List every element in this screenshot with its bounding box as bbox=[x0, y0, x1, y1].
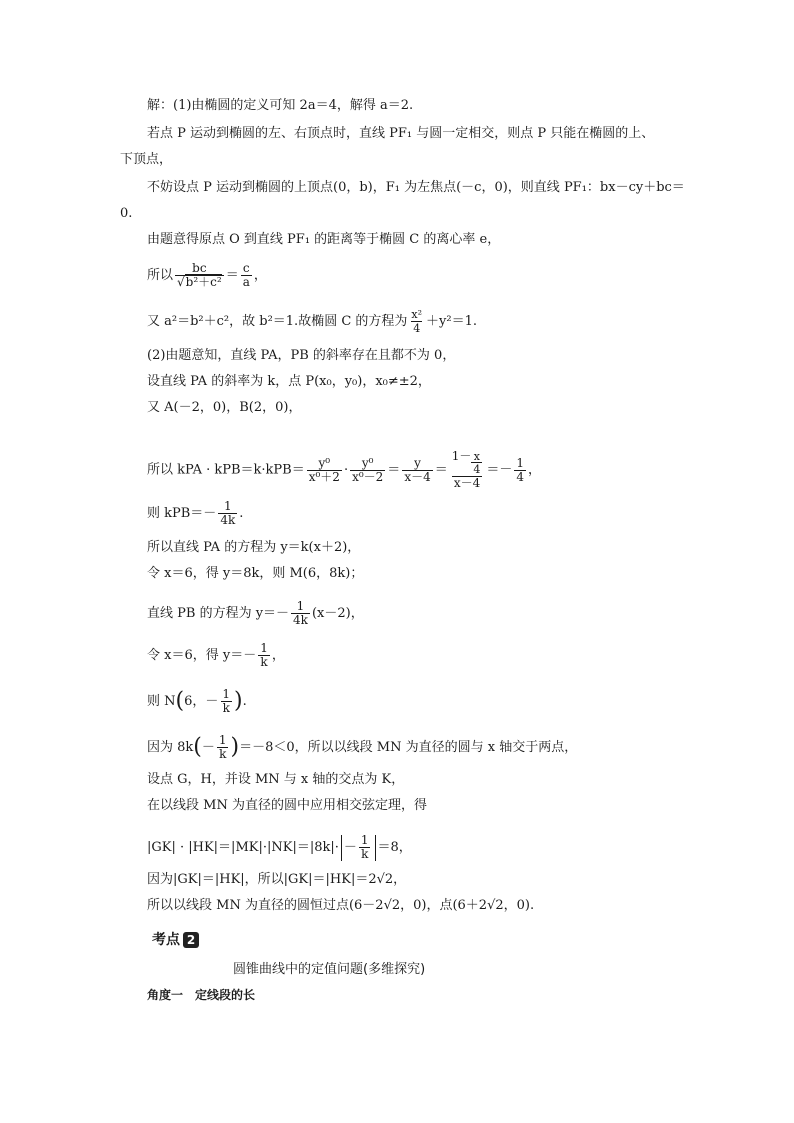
denominator: 4 bbox=[413, 322, 421, 335]
denominator: k bbox=[222, 701, 230, 715]
fraction-1-over-k bbox=[359, 834, 371, 861]
left-paren: ( bbox=[175, 688, 185, 714]
denominator: x⁰＋2 bbox=[308, 469, 340, 484]
right-paren: ) bbox=[230, 734, 240, 760]
fraction-nested bbox=[450, 450, 485, 490]
fraction-x-over-4 bbox=[471, 451, 482, 476]
numerator: x² bbox=[411, 308, 423, 321]
solution-line-23: 因为|GK|＝|HK|，所以|GK|＝|HK|＝2√2， bbox=[147, 872, 407, 887]
solution-line-3: 下顶点， bbox=[120, 152, 173, 167]
text-prefix: 直线 PB 的方程为 y＝－ bbox=[147, 606, 290, 621]
denominator: x－4 bbox=[404, 469, 431, 484]
denominator: x－4 bbox=[453, 476, 481, 490]
numerator: y⁰ bbox=[318, 455, 331, 470]
equation-product-negative: 因为 8k(－ $\frac{1}{k}$ )＝－8＜0，所以以线段 MN 为直径的圆与 x 轴交于两点， bbox=[147, 733, 578, 761]
fraction-1-over-k bbox=[220, 688, 232, 715]
subsection-heading: 角度一 定线段的长 bbox=[147, 988, 256, 1002]
fraction-y-over-xm4 bbox=[402, 457, 432, 484]
text-prefix: |GK| · |HK|＝|MK|·|NK|＝|8k|· bbox=[147, 840, 339, 855]
fraction-c-over-a bbox=[241, 262, 252, 289]
text-prefix: 又 a²＝b²＋c²，故 b²＝1.故椭圆 C 的方程为 bbox=[147, 314, 408, 329]
solution-line-21: 在以线段 MN 为直径的圆中应用相交弦定理，得 bbox=[147, 798, 427, 813]
heading-label: 考点 bbox=[152, 932, 180, 948]
fraction-y0-over-x0m2 bbox=[350, 457, 385, 484]
fraction-1-over-4k bbox=[218, 500, 237, 527]
solution-line-4: 不妨设点 P 运动到椭圆的上顶点(0，b)，F₁ 为左焦点(－c，0)，则直线 PF₁：bx－cy＋bc＝ bbox=[147, 180, 685, 195]
solution-line-24: 所以以线段 MN 为直径的圆恒过点(6－2√2，0)，点(6＋2√2，0). bbox=[147, 898, 535, 913]
denominator: √b²＋c² bbox=[177, 275, 222, 289]
text-suffix: ＝8， bbox=[377, 840, 412, 855]
numerator: c bbox=[242, 261, 250, 275]
text-prefix: 则 N bbox=[147, 694, 176, 709]
denominator: a bbox=[242, 275, 250, 289]
right-paren: ) bbox=[234, 688, 243, 714]
text-suffix: ＝－8＜0，所以以线段 MN 为直径的圆与 x 轴交于两点， bbox=[239, 740, 578, 755]
numerator: bc bbox=[192, 261, 207, 275]
numerator: x bbox=[473, 450, 480, 463]
heading-number-badge: 2 bbox=[183, 932, 199, 948]
fraction-1-over-4k bbox=[291, 600, 310, 627]
text-prefix: 因为 8k bbox=[147, 740, 194, 755]
left-paren: ( bbox=[193, 734, 202, 760]
solution-line-1: 解：(1)由椭圆的定义可知 2a＝4，解得 a＝2. bbox=[147, 98, 414, 113]
fraction-bc-over-root bbox=[175, 262, 224, 289]
numerator: y bbox=[414, 455, 421, 470]
text-suffix: (x－2)， bbox=[311, 606, 364, 621]
solution-line-2: 若点 P 运动到椭圆的左、右顶点时，直线 PF₁ 与圆一定相交，则点 P 只能在椭圆的上、 bbox=[147, 126, 655, 141]
text-prefix: 所以 bbox=[147, 268, 174, 283]
one-minus: 1－ bbox=[451, 449, 472, 463]
equation-line-pb bbox=[147, 600, 364, 627]
abs-bar-left bbox=[341, 835, 342, 861]
solution-line-6: 由题意得原点 O 到直线 PF₁ 的距离等于椭圆 C 的离心率 e， bbox=[147, 232, 501, 247]
denominator: 4k bbox=[220, 513, 236, 527]
denominator: k bbox=[361, 847, 369, 861]
denominator: k bbox=[219, 747, 227, 761]
text-suffix: ， bbox=[271, 648, 285, 663]
radicand: b²＋c² bbox=[185, 275, 222, 289]
text-suffix: ＋y²＝1. bbox=[426, 314, 477, 329]
fraction-1-over-4 bbox=[514, 457, 526, 484]
equation-slope-product: 所以 kPA · kPB＝k·kPB＝ $\frac{\text{y⁰}}{\text{x⁰＋2}}$ · $\frac{\text{y⁰}}{\text{x⁰－2}}$ ＝ $\frac{y}{x-4}$ ＝ 1－ $\frac{x}{4}$ x－4 ＝－ $\frac{1}{4}$ ， bbox=[147, 449, 542, 490]
fraction-1-over-k bbox=[217, 734, 229, 761]
numerator: 1 bbox=[516, 455, 525, 470]
solution-line-20: 设点 G，H，并设 MN 与 x 轴的交点为 K， bbox=[147, 772, 405, 787]
equation-point-n: 则 N(6，－ $\frac{1}{k}$ ). bbox=[147, 687, 247, 715]
text-prefix: 令 x＝6，得 y＝－ bbox=[147, 648, 257, 663]
equation-kpb: 则 kPB＝－ $\frac{1}{4k}$ . bbox=[147, 499, 244, 527]
numerator: 1 bbox=[223, 499, 232, 513]
section-heading bbox=[152, 929, 199, 949]
denominator: x⁰－2 bbox=[352, 469, 384, 484]
solution-line-5: 0. bbox=[120, 206, 133, 221]
text-prefix: 所以 kPA · kPB＝k·kPB＝ bbox=[147, 462, 305, 478]
numerator: 1 bbox=[360, 833, 369, 847]
solution-line-14: 所以直线 PA 的方程为 y＝k(x＋2)， bbox=[147, 540, 361, 555]
denominator: 4k bbox=[293, 613, 308, 627]
fraction-x2-over-4 bbox=[409, 308, 424, 335]
numerator bbox=[450, 450, 485, 476]
solution-line-10: 设直线 PA 的斜率为 k，点 P(x₀，y₀)，x₀≠±2， bbox=[147, 374, 431, 389]
equation-y-value bbox=[147, 642, 285, 669]
fraction-1-over-k bbox=[258, 642, 270, 669]
denominator: k bbox=[260, 655, 268, 669]
numerator: 1 bbox=[260, 641, 268, 655]
coordinate-text: 6，－ bbox=[184, 694, 219, 709]
solution-line-11: 又 A(－2，0)，B(2，0)， bbox=[147, 400, 302, 415]
equation-chord-theorem: |GK| · |HK|＝|MK|·|NK|＝|8k|· － $\frac{1}{k}$ ＝8， bbox=[147, 833, 412, 861]
denominator: 4 bbox=[473, 463, 481, 476]
abs-bar-right bbox=[375, 835, 376, 861]
equation-ellipse bbox=[147, 308, 477, 335]
numerator: y⁰ bbox=[361, 455, 374, 470]
numerator: 1 bbox=[222, 687, 231, 701]
text-prefix: 则 kPB＝－ bbox=[147, 506, 217, 521]
fraction-y0-over-x0p2 bbox=[307, 457, 342, 484]
equation-distance: 所以 $\frac{bc}{\text{√b²＋c²}}$ ＝ $\frac{c}{a}$ ， bbox=[147, 261, 267, 289]
numerator: 1 bbox=[218, 733, 227, 747]
solution-line-15: 令 x＝6，得 y＝8k，则 M(6，8k)； bbox=[147, 566, 364, 581]
solution-line-9: (2)由题意知，直线 PA，PB 的斜率存在且都不为 0， bbox=[147, 348, 456, 363]
section-title: 圆锥曲线中的定值问题(多维探究) bbox=[233, 962, 426, 977]
denominator: 4 bbox=[516, 469, 525, 484]
numerator: 1 bbox=[296, 599, 305, 613]
